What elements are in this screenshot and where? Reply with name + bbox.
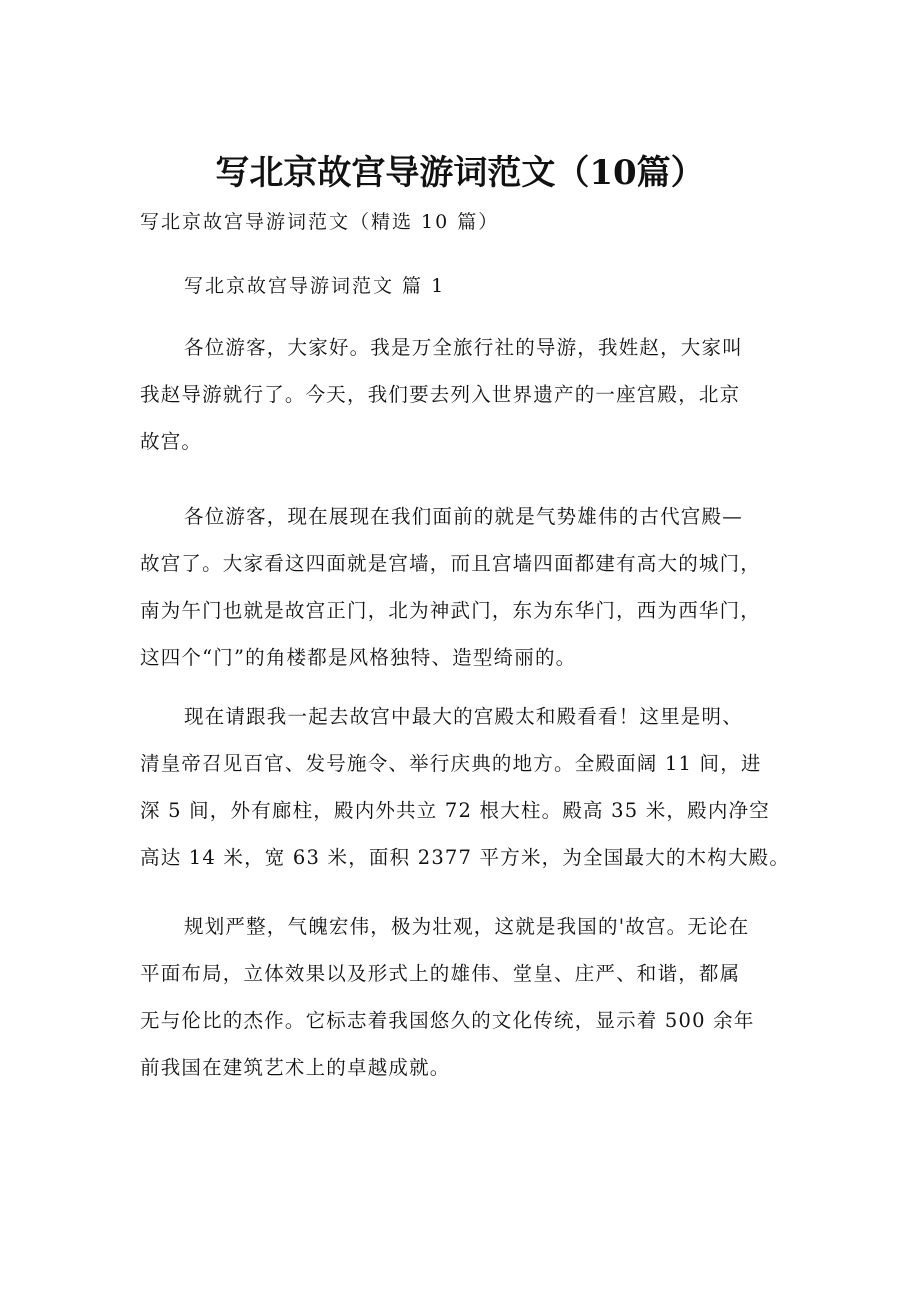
paragraph-line: 各位游客，大家好。我是万全旅行社的导游，我姓赵，大家叫 [184, 336, 743, 359]
paragraph-4 [140, 903, 800, 1091]
paragraph-2 [140, 493, 800, 681]
paragraph-line: 无与伦比的杰作。它标志着我国悠久的文化传统，显示着 500 余年 [140, 1009, 755, 1032]
paragraph-line: 深 5 间，外有廊柱，殿内外共立 72 根大柱。殿高 35 米，殿内净空 [140, 799, 770, 822]
paragraph-line: 平面布局，立体效果以及形式上的雄伟、堂皇、庄严、和谐，都属 [140, 962, 741, 985]
paragraph-line: 高达 14 米，宽 63 米，面积 2377 平方米，为全国最大的木构大殿。 [140, 846, 791, 869]
paragraph-line: 故宫了。大家看这四面就是宫墙，而且宫墙四面都建有高大的城门， [140, 552, 762, 575]
paragraph-line: 规划严整，气魄宏伟，极为壮观，这就是我国的'故宫。无论在 [184, 915, 750, 938]
paragraph-line: 故宫。 [140, 430, 203, 453]
paragraph-line: 这四个“门”的角楼都是风格独特、造型绮丽的。 [140, 646, 577, 669]
paragraph-line: 各位游客，现在展现在我们面前的就是气势雄伟的古代宫殿— [184, 505, 743, 528]
section-heading: 写北京故宫导游词范文 篇 1 [184, 275, 446, 297]
document-subtitle: 写北京故宫导游词范文（精选 10 篇） [140, 211, 500, 233]
paragraph-3 [140, 693, 800, 881]
paragraph-line: 我赵导游就行了。今天，我们要去列入世界遗产的一座宫殿，北京 [140, 383, 741, 406]
paragraph-line: 南为午门也就是故宫正门，北为神武门，东为东华门，西为西华门， [140, 599, 762, 622]
paragraph-line: 现在请跟我一起去故宫中最大的宫殿太和殿看看！这里是明、 [184, 705, 743, 728]
document-title: 写北京故宫导游词范文（10篇） [215, 153, 705, 193]
paragraph-line: 清皇帝召见百官、发号施令、举行庆典的地方。全殿面阔 11 间，进 [140, 752, 762, 775]
paragraph-1 [140, 324, 800, 465]
paragraph-line: 前我国在建筑艺术上的卓越成就。 [140, 1056, 451, 1079]
